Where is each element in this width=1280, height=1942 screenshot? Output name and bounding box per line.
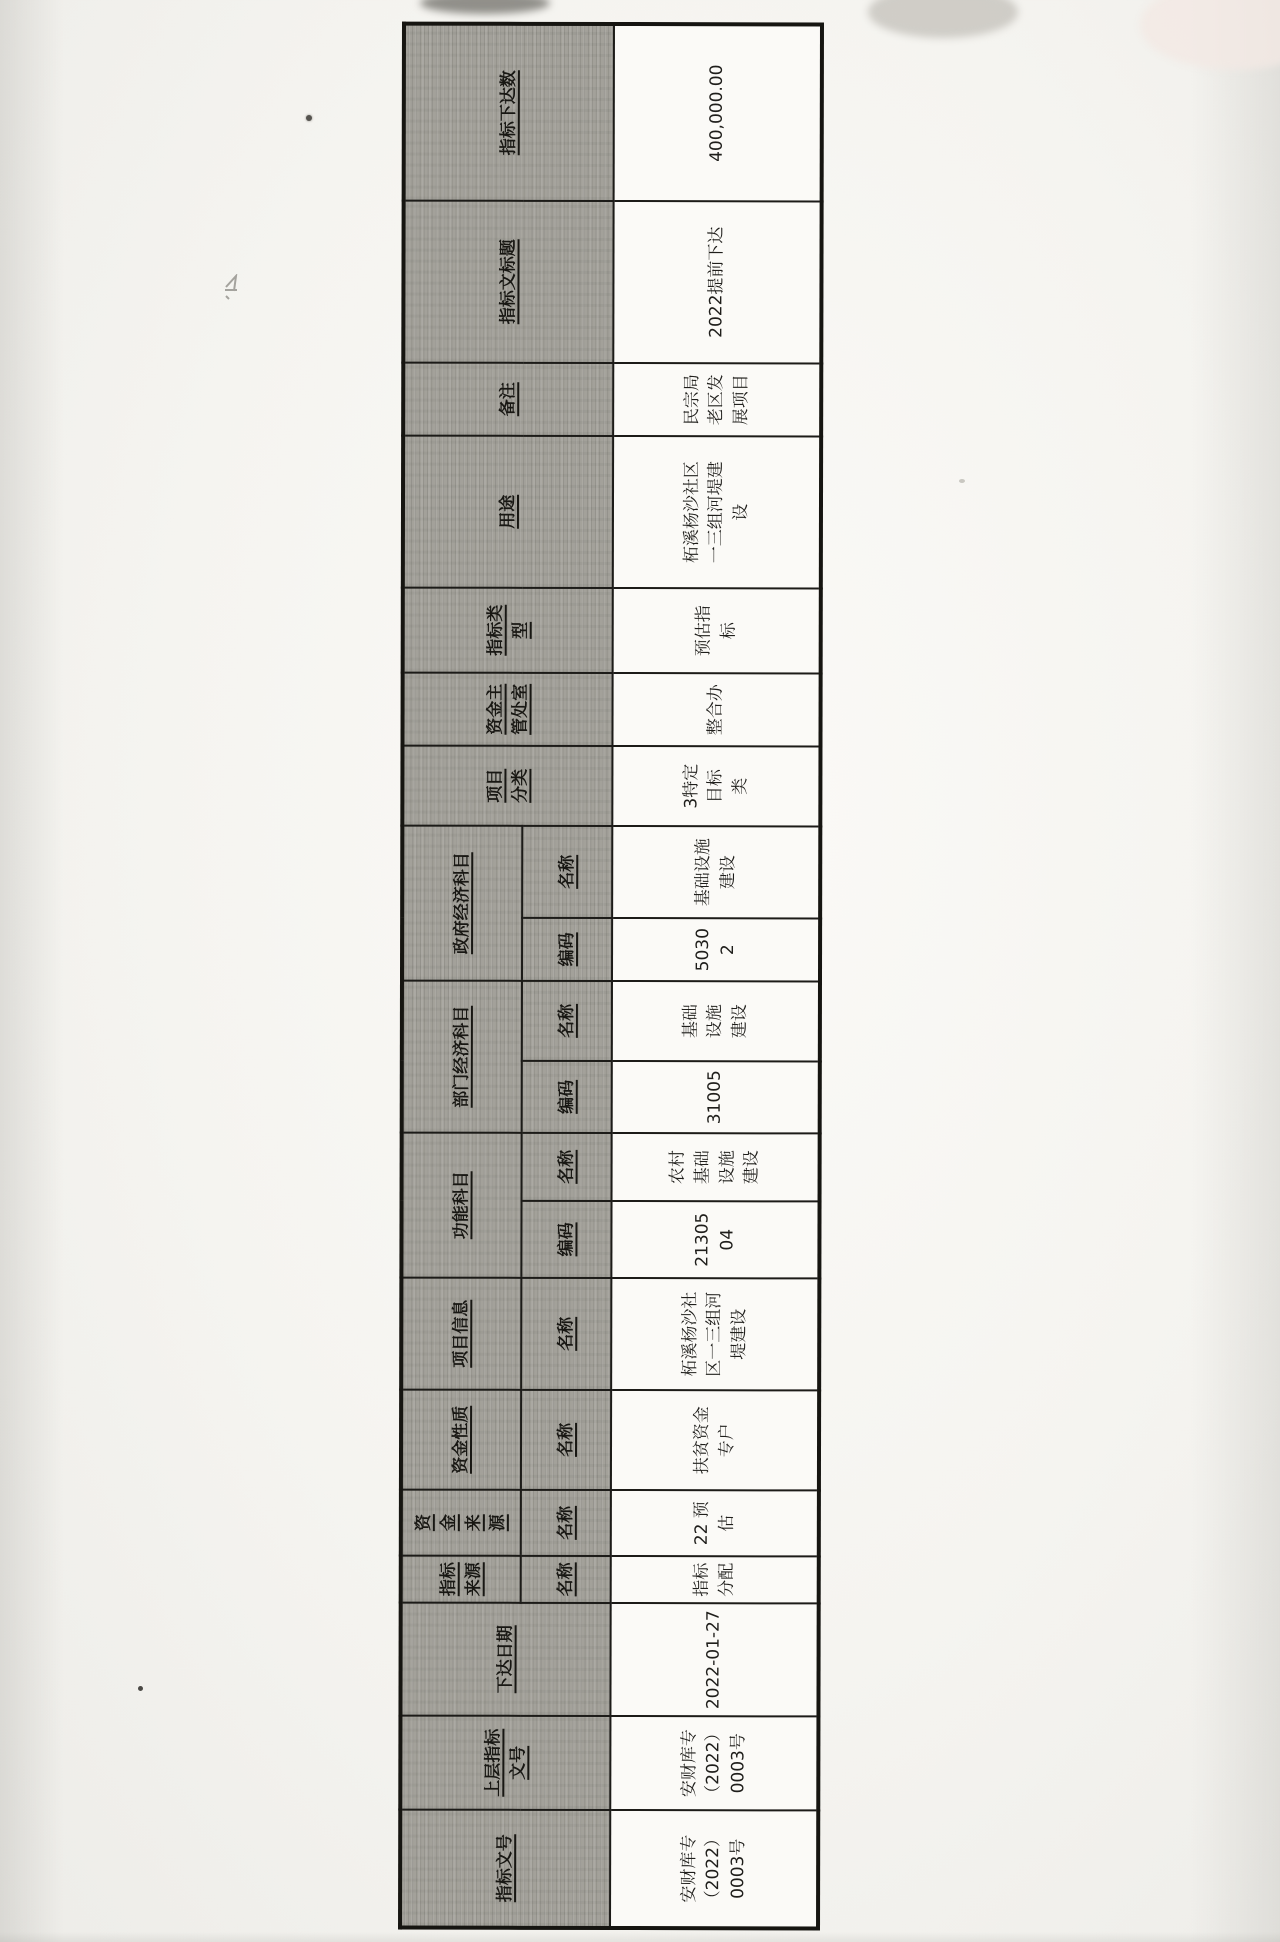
cell-zbwh: 安财库专（2022）0003号 — [610, 1810, 818, 1928]
subheader-bmjjkm-code: 编码 — [522, 1061, 612, 1133]
cell-xmfl: 3特定目标类 — [612, 746, 820, 826]
header-group-bmjjkm: 部门经济科目 — [402, 981, 522, 1133]
indicator-allocation-table — [398, 22, 824, 1931]
subheader-zfjjkm-code: 编码 — [522, 918, 612, 981]
header-group-zjxz: 资金性质 — [401, 1390, 521, 1490]
scan-smudge — [868, 0, 1018, 38]
header-zbxds: 指标下达数 — [404, 24, 614, 201]
header-group-zjly: 资金来源 — [401, 1490, 521, 1556]
cell-yt: 柘溪杨沙社区一三组河堤建设 — [613, 436, 821, 588]
subheader-gnkm-name: 名称 — [522, 1133, 612, 1201]
header-group-zfjjkm: 政府经济科目 — [402, 826, 522, 981]
page-edge-shadow — [0, 1932, 1280, 1942]
header-group-xmxx: 项目信息 — [401, 1278, 521, 1390]
header-zblx: 指标类型 — [403, 588, 613, 673]
cell-gnkm-code: 2130504 — [611, 1201, 819, 1278]
header-zbwbt: 指标文标题 — [403, 201, 613, 363]
scan-smudge — [1140, 0, 1280, 70]
cell-sczbwh: 安财库专（2022）0003号 — [610, 1716, 818, 1810]
cell-bmjjkm-code: 31005 — [612, 1061, 820, 1133]
cell-gnkm-name: 农村基础设施建设 — [612, 1133, 820, 1201]
cell-zjxz: 扶贫资金专户 — [611, 1390, 819, 1490]
cell-bz: 民宗局老区发展项目 — [613, 363, 821, 436]
subheader-zjly-name: 名称 — [521, 1490, 611, 1556]
subheader-zjxz-name: 名称 — [521, 1390, 611, 1490]
header-group-zbly: 指标来源 — [401, 1556, 521, 1603]
cell-zbxds: 400,000.00 — [614, 24, 822, 201]
cell-xmxx: 柘溪杨沙社区一三组河堤建设 — [611, 1278, 819, 1390]
rotated-table-area — [398, 26, 820, 1931]
header-zjzgcs: 资金主管处室 — [402, 673, 612, 746]
scan-smudge — [420, 0, 550, 14]
cell-zblx: 预估指标 — [613, 588, 821, 673]
cell-zbly: 指标分配 — [611, 1556, 819, 1603]
cell-zjly: 22 预估 — [611, 1490, 819, 1556]
ink-speck — [138, 1686, 143, 1691]
header-sczbwh: 上层指标文号 — [400, 1716, 610, 1810]
header-yt: 用途 — [403, 436, 613, 588]
cell-zfjjkm-code: 50302 — [612, 918, 820, 981]
header-bz: 备注 — [403, 363, 613, 436]
header-xdrq: 下达日期 — [400, 1603, 610, 1716]
subheader-bmjjkm-name: 名称 — [522, 981, 612, 1061]
ink-mark — [222, 274, 242, 304]
header-xmfl: 项目分类 — [402, 746, 612, 826]
subheader-gnkm-code: 编码 — [521, 1201, 611, 1278]
ink-speck — [306, 115, 312, 121]
cell-zjzgcs: 整合办 — [612, 673, 820, 746]
ink-speck — [959, 479, 965, 483]
landscape-orientation-wrapper — [398, 26, 820, 1931]
subheader-zfjjkm-name: 名称 — [522, 826, 612, 918]
cell-bmjjkm-name: 基础设施建设 — [612, 981, 820, 1061]
header-group-gnkm: 功能科目 — [401, 1133, 521, 1278]
header-zbwh: 指标文号 — [400, 1810, 610, 1928]
cell-xdrq: 2022-01-27 — [610, 1603, 818, 1716]
subheader-xmxx-name: 名称 — [521, 1278, 611, 1390]
cell-zbwbt: 2022提前下达 — [613, 201, 821, 363]
subheader-zbly-name: 名称 — [521, 1556, 611, 1603]
cell-zfjjkm-name: 基础设施建设 — [612, 826, 820, 918]
